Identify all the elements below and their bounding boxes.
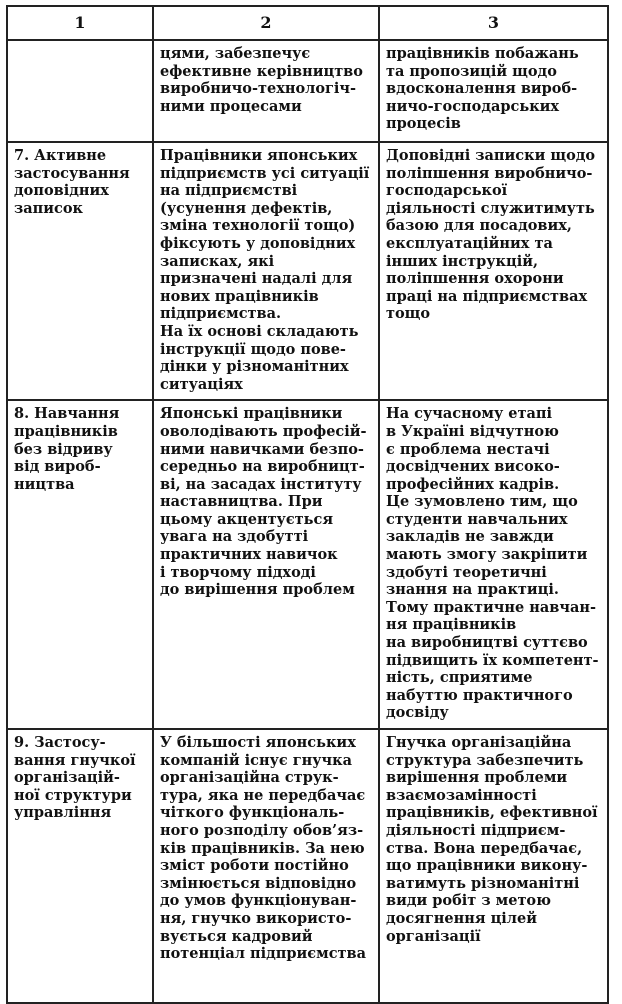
cell-text-line: призначені надалі для <box>160 270 353 288</box>
table-header-row <box>7 6 608 40</box>
table-cell-c1 <box>7 142 153 400</box>
cell-text-line: середньо на виробницт- <box>160 458 365 476</box>
cell-text-line: змінюється відповідно <box>160 874 357 892</box>
cell-text-line: на підприємстві <box>160 182 298 200</box>
cell-text-line: ві, на засадах інституту <box>160 475 362 493</box>
cell-text-line: вується кадровий <box>160 927 313 945</box>
cell-text-line: діяльності підприєм- <box>386 821 566 839</box>
cell-text-line: інструкції щодо пове- <box>160 340 346 358</box>
cell-text-line: виробничо-технологіч- <box>160 80 357 98</box>
cell-text-line: базою для посадових, <box>386 217 572 235</box>
cell-text-line: без відриву <box>14 440 113 458</box>
cell-text-line: організацій- <box>14 769 120 787</box>
table-row <box>7 142 608 400</box>
cell-text-line: здобуті теоретичні <box>386 563 547 581</box>
cell-text-line: (усунення дефектів, <box>160 199 333 217</box>
cell-text-line: ничо-господарських <box>386 97 560 115</box>
cell-text-line: нових працівників <box>160 287 319 305</box>
cell-text-line: працівників <box>14 422 118 440</box>
cell-text-line: вання гнучкої <box>14 751 136 769</box>
cell-text-line: Тому практичне навчан- <box>386 598 596 616</box>
cell-text-line: вдосконалення вироб- <box>386 80 578 98</box>
table-cell-c2 <box>153 142 379 400</box>
cell-text-line: зміна технології тощо) <box>160 217 356 235</box>
cell-text-line: ними процесами <box>160 97 302 115</box>
cell-text-line: є проблема нестачі <box>386 440 550 458</box>
cell-text-line: підприємств усі ситуації <box>160 164 370 182</box>
cell-text-line: професійних кадрів. <box>386 475 560 493</box>
cell-text-line: компаній існує гнучка <box>160 751 353 769</box>
cell-text-line: чіткого функціональ- <box>160 804 345 822</box>
cell-text-line: набуттю практичного <box>386 686 573 704</box>
cell-text-line: поліпшення виробничо- <box>386 164 593 182</box>
cell-text-line: діяльності служитимуть <box>386 199 595 217</box>
cell-text-line: цями, забезпечує <box>160 45 311 62</box>
table-cell-c3 <box>379 729 608 1003</box>
cell-text-line: закладів не завжди <box>386 528 554 546</box>
table-cell-c3 <box>379 142 608 400</box>
cell-text-line: застосування <box>14 164 130 182</box>
cell-text-line: інших інструкцій, <box>386 252 539 270</box>
cell-text-line: досвідчених високо- <box>386 458 560 476</box>
cell-text-line: поліпшення охорони <box>386 270 564 288</box>
cell-text-line: ня працівників <box>386 616 517 634</box>
cell-text-line: ватимуть різноманітні <box>386 874 580 892</box>
cell-text-line: ними навичками безпо- <box>160 440 364 458</box>
cell-text-line: ність, сприятиме <box>386 669 533 687</box>
cell-text-line: що працівники викону- <box>386 857 588 875</box>
cell-text-line: 7. Активне <box>14 147 107 164</box>
cell-text-line: 9. Застосу- <box>14 734 106 751</box>
cell-text-line: практичних навичок <box>160 546 338 564</box>
cell-text-line: фіксують у доповідних <box>160 234 356 252</box>
table-cell-c1 <box>7 400 153 729</box>
cell-text-line: зміст роботи постійно <box>160 857 349 875</box>
cell-text-line: Японські працівники <box>160 405 343 423</box>
cell-text-line: ефективне керівництво <box>160 62 363 80</box>
table-cell-c3 <box>379 40 608 142</box>
cell-text-line: від вироб- <box>14 458 101 476</box>
cell-text-line: тура, яка не передбачає <box>160 786 366 804</box>
cell-text-line: записках, які <box>160 252 275 270</box>
cell-text-line: ситуаціях <box>160 375 243 393</box>
cell-text-line: взаємозамінності <box>386 786 537 804</box>
cell-text-line: ків працівників. За нею <box>160 839 365 857</box>
cell-text-line: праці на підприємствах <box>386 287 588 305</box>
column-header: 3 <box>379 6 608 40</box>
cell-text-line: доповідних <box>14 182 109 200</box>
cell-text-line: Доповідні записки щодо <box>386 147 596 164</box>
cell-text-line: ня, гнучко використо- <box>160 909 352 927</box>
cell-text-line: потенціал підприємства <box>160 945 366 963</box>
cell-text-line: досвіду <box>386 704 449 722</box>
cell-text-line: знання на практиці. <box>386 581 559 599</box>
cell-text-line: записок <box>14 199 83 217</box>
cell-text-line: У більшості японських <box>160 734 356 751</box>
column-header: 2 <box>153 6 379 40</box>
cell-text-line: до вирішення проблем <box>160 581 355 599</box>
cell-text-line: в Україні відчутною <box>386 422 559 440</box>
table-cell-c1 <box>7 729 153 1003</box>
table-cell-c2 <box>153 40 379 142</box>
cell-text-line: види робіт з метою <box>386 892 551 910</box>
table-cell-c3 <box>379 400 608 729</box>
cell-text-line: ної структури <box>14 786 132 804</box>
cell-text-line: цьому акцентується <box>160 510 334 528</box>
cell-text-line: на виробництві суттєво <box>386 634 588 652</box>
cell-text-line: процесів <box>386 115 461 133</box>
document-table <box>6 5 609 1004</box>
cell-text-line: і творчому підході <box>160 563 316 581</box>
table-row <box>7 40 608 142</box>
table-cell-c2 <box>153 729 379 1003</box>
cell-text-line: Працівники японських <box>160 147 358 164</box>
cell-text-line: 8. Навчання <box>14 405 120 423</box>
cell-text-line: оволодівають професій- <box>160 422 367 440</box>
cell-text-line: до умов функціонуван- <box>160 892 357 910</box>
cell-text-line: підприємства. <box>160 305 282 323</box>
cell-text-line: студенти навчальних <box>386 510 568 528</box>
cell-text-line: На їх основі складають <box>160 322 359 340</box>
cell-text-line: підвищить їх компетент- <box>386 651 599 669</box>
cell-text-line: мають змогу закріпити <box>386 546 588 564</box>
table-row <box>7 400 608 729</box>
cell-text-line: наставництва. При <box>160 493 323 511</box>
cell-text-line: та пропозицій щодо <box>386 62 557 80</box>
column-header: 1 <box>7 6 153 40</box>
table-cell-c1 <box>7 40 153 142</box>
cell-text-line: ного розподілу обов’яз- <box>160 821 364 839</box>
table-body <box>7 40 608 1003</box>
table-row <box>7 729 608 1003</box>
cell-text-line: увага на здобутті <box>160 528 309 546</box>
cell-text-line: досягнення цілей <box>386 909 538 927</box>
cell-text-line: структура забезпечить <box>386 751 584 769</box>
cell-text-line: управління <box>14 804 112 822</box>
cell-text-line: дінки у різноманітних <box>160 358 349 376</box>
cell-text-line: організаційна струк- <box>160 769 339 787</box>
cell-text-line: Гнучка організаційна <box>386 734 572 751</box>
cell-text-line: працівників, ефективної <box>386 804 598 822</box>
cell-text-line: господарської <box>386 182 508 200</box>
cell-text-line: працівників побажань <box>386 45 579 62</box>
cell-text-line: організації <box>386 927 481 945</box>
cell-text-line: тощо <box>386 305 431 323</box>
table-cell-c2 <box>153 400 379 729</box>
cell-text-line: ництва <box>14 475 75 493</box>
cell-text-line: Це зумовлено тим, що <box>386 493 578 511</box>
cell-text-line: експлуатаційних та <box>386 234 553 252</box>
cell-text-line: вирішення проблеми <box>386 769 568 787</box>
cell-text-line: ства. Вона передбачає, <box>386 839 583 857</box>
cell-text-line: На сучасному етапі <box>386 405 553 423</box>
